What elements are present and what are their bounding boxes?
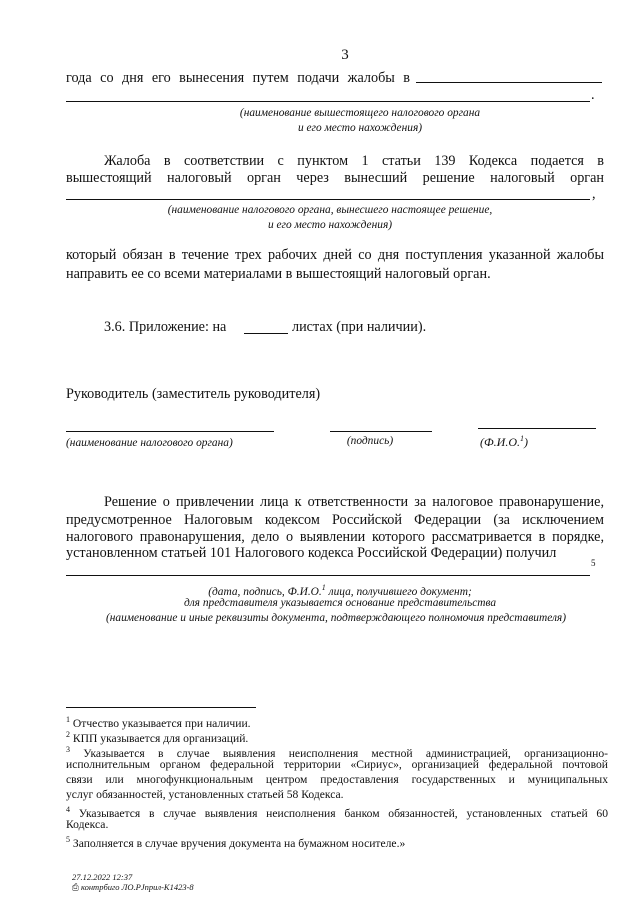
para1-fill-line-1 xyxy=(416,82,602,83)
footnote-3-num: 3 xyxy=(66,745,70,754)
attachment-prefix: 3.6. Приложение: на xyxy=(104,319,227,335)
para3-line1: который обязан в течение трех рабочих дней со дня поступления указанной жалобы xyxy=(66,247,604,263)
signature-caption-fio-sup: 1 xyxy=(519,434,524,443)
para2-caption-line1: (наименование налогового органа, вынесшего настоящее решение, xyxy=(167,204,493,216)
para1-fill-line-2 xyxy=(66,101,590,102)
attachment-pages-line xyxy=(244,333,288,334)
para2-line2: вышестоящий налоговый орган через вынесший решение налоговый орган xyxy=(66,170,604,186)
page-number: 3 xyxy=(341,47,349,63)
footnote-separator xyxy=(66,707,256,708)
print-source xyxy=(72,882,194,892)
footnote-4-line1-text: Указывается в случае выявления неисполнения банком обязанностей, установленных статьей 60 xyxy=(78,806,609,820)
footnote-5-text: Заполняется в случае вручения документа на бумажном носителе.» xyxy=(70,836,406,850)
receipt-line1: Решение о привлечении лица к ответственности за налоговое правонарушение, xyxy=(104,494,604,510)
print-source-text: контрбиго ЛО.РJприл-К1423-8 xyxy=(80,882,194,892)
receipt-line3: налогового правонарушения, дело о выявлении которого рассматривается в порядке, xyxy=(66,529,604,545)
footnote-2-text: КПП указывается для организаций. xyxy=(70,731,249,745)
footnote-3-line1-text: Указывается в случае выявления неисполнения местной администрацией, организационно- xyxy=(83,746,608,760)
footnote-4-num: 4 xyxy=(66,805,70,814)
signature-head: Руководитель (заместитель руководителя) xyxy=(66,386,321,402)
footnote-2-num: 2 xyxy=(66,730,70,739)
receipt-caption-line2: для представителя указывается основание представительства xyxy=(183,597,497,609)
signature-fio-line xyxy=(478,428,596,429)
footnote-4-line2: Кодекса. xyxy=(66,818,109,831)
signature-caption-fio-text: (Ф.И.О. xyxy=(480,435,520,449)
receipt-sup5: 5 xyxy=(591,558,596,568)
printer-icon: ⎙ xyxy=(72,882,79,892)
signature-caption-sign: (подпись) xyxy=(346,435,394,447)
footnote-3-line3: связи или многофункциональным центром предоставления государственных и муниципальных xyxy=(66,773,608,786)
attachment-suffix: листах (при наличии). xyxy=(292,319,427,335)
para1-caption-line2: и его место нахождения) xyxy=(297,122,423,134)
para2-trailing-comma: , xyxy=(592,186,596,202)
para1-trailing-dot: . xyxy=(591,87,595,103)
para2-caption-line2: и его место нахождения) xyxy=(267,219,393,231)
signature-org-line xyxy=(66,431,274,432)
receipt-caption-line1-a: (дата, подпись, Ф.И.О. xyxy=(208,585,322,598)
signature-caption-fio-end: ) xyxy=(523,435,528,449)
para2-line1: Жалоба в соответствии с пунктом 1 статьи 139 Кодекса подается в xyxy=(104,153,604,169)
para1-line1: года со дня его вынесения путем подачи жалобы в xyxy=(66,70,410,86)
para1-caption-line1: (наименование вышестоящего налогового органа xyxy=(239,107,481,119)
receipt-line4: установленном статьей 101 Налогового кодекса Российской Федерации) получил xyxy=(66,545,557,561)
signature-caption-org: (наименование налогового органа) xyxy=(66,437,233,449)
signature-caption-fio xyxy=(480,431,528,450)
receipt-line2: предусмотренное Налоговым кодексом Российской Федерации (за исключением xyxy=(66,512,604,528)
footnote-3-line4: услуг обязанностей, установленных статьей 58 Кодекса. xyxy=(66,788,344,801)
footnote-3-line2: исполнительным органом федеральной территории «Сириус», организацией федеральной почтовой xyxy=(66,758,608,771)
footnote-1-num: 1 xyxy=(66,715,70,724)
receipt-fill-line xyxy=(66,575,590,576)
para2-fill-line xyxy=(66,199,590,200)
receipt-caption-line1-b: лица, получившего документ; xyxy=(325,585,472,598)
print-timestamp: 27.12.2022 12:37 xyxy=(72,872,133,882)
signature-sign-line xyxy=(330,431,432,432)
footnote-5 xyxy=(66,832,405,851)
receipt-caption-line3: (наименование и иные реквизиты документа, подтверждающего полномочия представителя) xyxy=(105,612,567,624)
footnote-4-line1 xyxy=(66,802,608,821)
footnote-1-text: Отчество указывается при наличии. xyxy=(70,716,251,730)
receipt-caption-line1-sup: 1 xyxy=(321,583,326,592)
footnote-5-num: 5 xyxy=(66,835,70,844)
para3-line2: направить ее со всеми материалами в вышестоящий налоговый орган. xyxy=(66,266,491,282)
